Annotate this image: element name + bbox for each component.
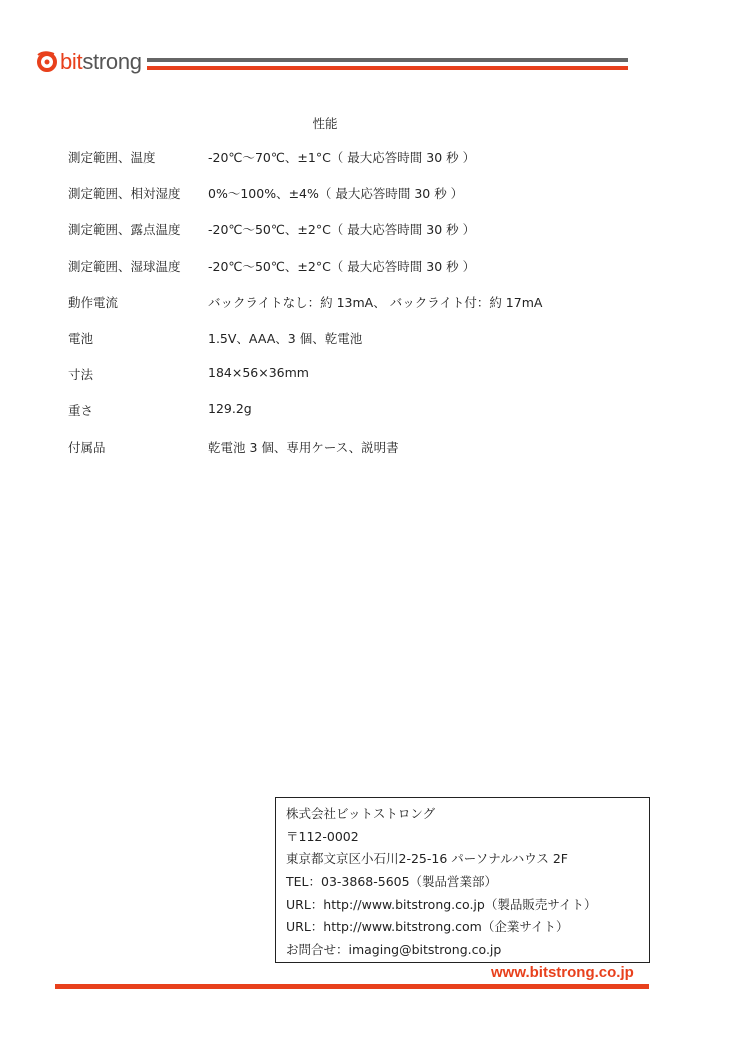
spec-label: 測定範囲、露点温度 bbox=[68, 222, 181, 238]
spec-row bbox=[68, 257, 542, 293]
section-title: 性能 bbox=[312, 116, 338, 131]
footer-red-bar bbox=[55, 984, 649, 989]
contact-box bbox=[275, 797, 650, 963]
postal-code: 〒112-0002 bbox=[286, 828, 359, 844]
spec-label: 寸法 bbox=[68, 367, 94, 383]
logo-swirl-icon bbox=[36, 51, 60, 73]
spec-value: 0%～100%、±4%（ 最大応答時間 30 秒 ） bbox=[208, 186, 464, 202]
spec-value: 184×56×36mm bbox=[208, 365, 309, 381]
spec-value: -20℃～50℃、±2°C（ 最大応答時間 30 秒 ） bbox=[208, 258, 476, 274]
spec-label: 動作電流 bbox=[68, 294, 119, 310]
header-gray-bar bbox=[147, 58, 628, 62]
url-sales-link[interactable]: URL：http://www.bitstrong.co.jp（製品販売サイト） bbox=[286, 896, 597, 912]
spec-table bbox=[68, 148, 542, 474]
spec-value: バックライトなし：約 13mA、 バックライト付：約 17mA bbox=[208, 294, 543, 310]
company-name: 株式会社ビットストロング bbox=[286, 806, 436, 821]
spec-label: 測定範囲、温度 bbox=[68, 150, 156, 165]
footer-url-link[interactable]: www.bitstrong.co.jp bbox=[491, 964, 634, 981]
spec-row bbox=[68, 438, 542, 474]
spec-value: -20℃～70℃、±1°C（ 最大応答時間 30 秒 ） bbox=[208, 150, 476, 165]
spec-row bbox=[68, 401, 542, 437]
url-corporate-link[interactable]: URL：http://www.bitstrong.com（企業サイト） bbox=[286, 919, 569, 935]
logo-text-bit: bit bbox=[60, 49, 83, 74]
spec-value: 乾電池 3 個、専用ケース、説明書 bbox=[208, 439, 399, 455]
spec-value: -20℃～50℃、±2°C（ 最大応答時間 30 秒 ） bbox=[208, 222, 476, 238]
bitstrong-logo bbox=[36, 51, 142, 73]
header-red-bar bbox=[147, 66, 628, 70]
spec-row bbox=[68, 365, 542, 401]
spec-row bbox=[68, 148, 542, 184]
spec-label: 測定範囲、湿球温度 bbox=[68, 258, 181, 274]
spec-row bbox=[68, 184, 542, 220]
spec-value: 129.2g bbox=[208, 401, 252, 417]
spec-value: 1.5V、AAA、3 個、乾電池 bbox=[208, 330, 363, 346]
spec-label: 重さ bbox=[68, 403, 94, 419]
spec-label: 付属品 bbox=[68, 439, 106, 455]
spec-row bbox=[68, 329, 542, 365]
email-link[interactable]: お問合せ：imaging@bitstrong.co.jp bbox=[286, 942, 502, 958]
spec-row bbox=[68, 220, 542, 256]
spec-row bbox=[68, 293, 542, 329]
address: 東京都文京区小石川2-25-16 パーソナルハウス 2F bbox=[286, 851, 569, 867]
spec-label: 測定範囲、相対湿度 bbox=[68, 186, 181, 202]
spec-label: 電池 bbox=[68, 330, 94, 346]
phone: TEL：03-3868-5605（製品営業部） bbox=[286, 874, 498, 890]
logo-text-strong: strong bbox=[82, 49, 142, 74]
